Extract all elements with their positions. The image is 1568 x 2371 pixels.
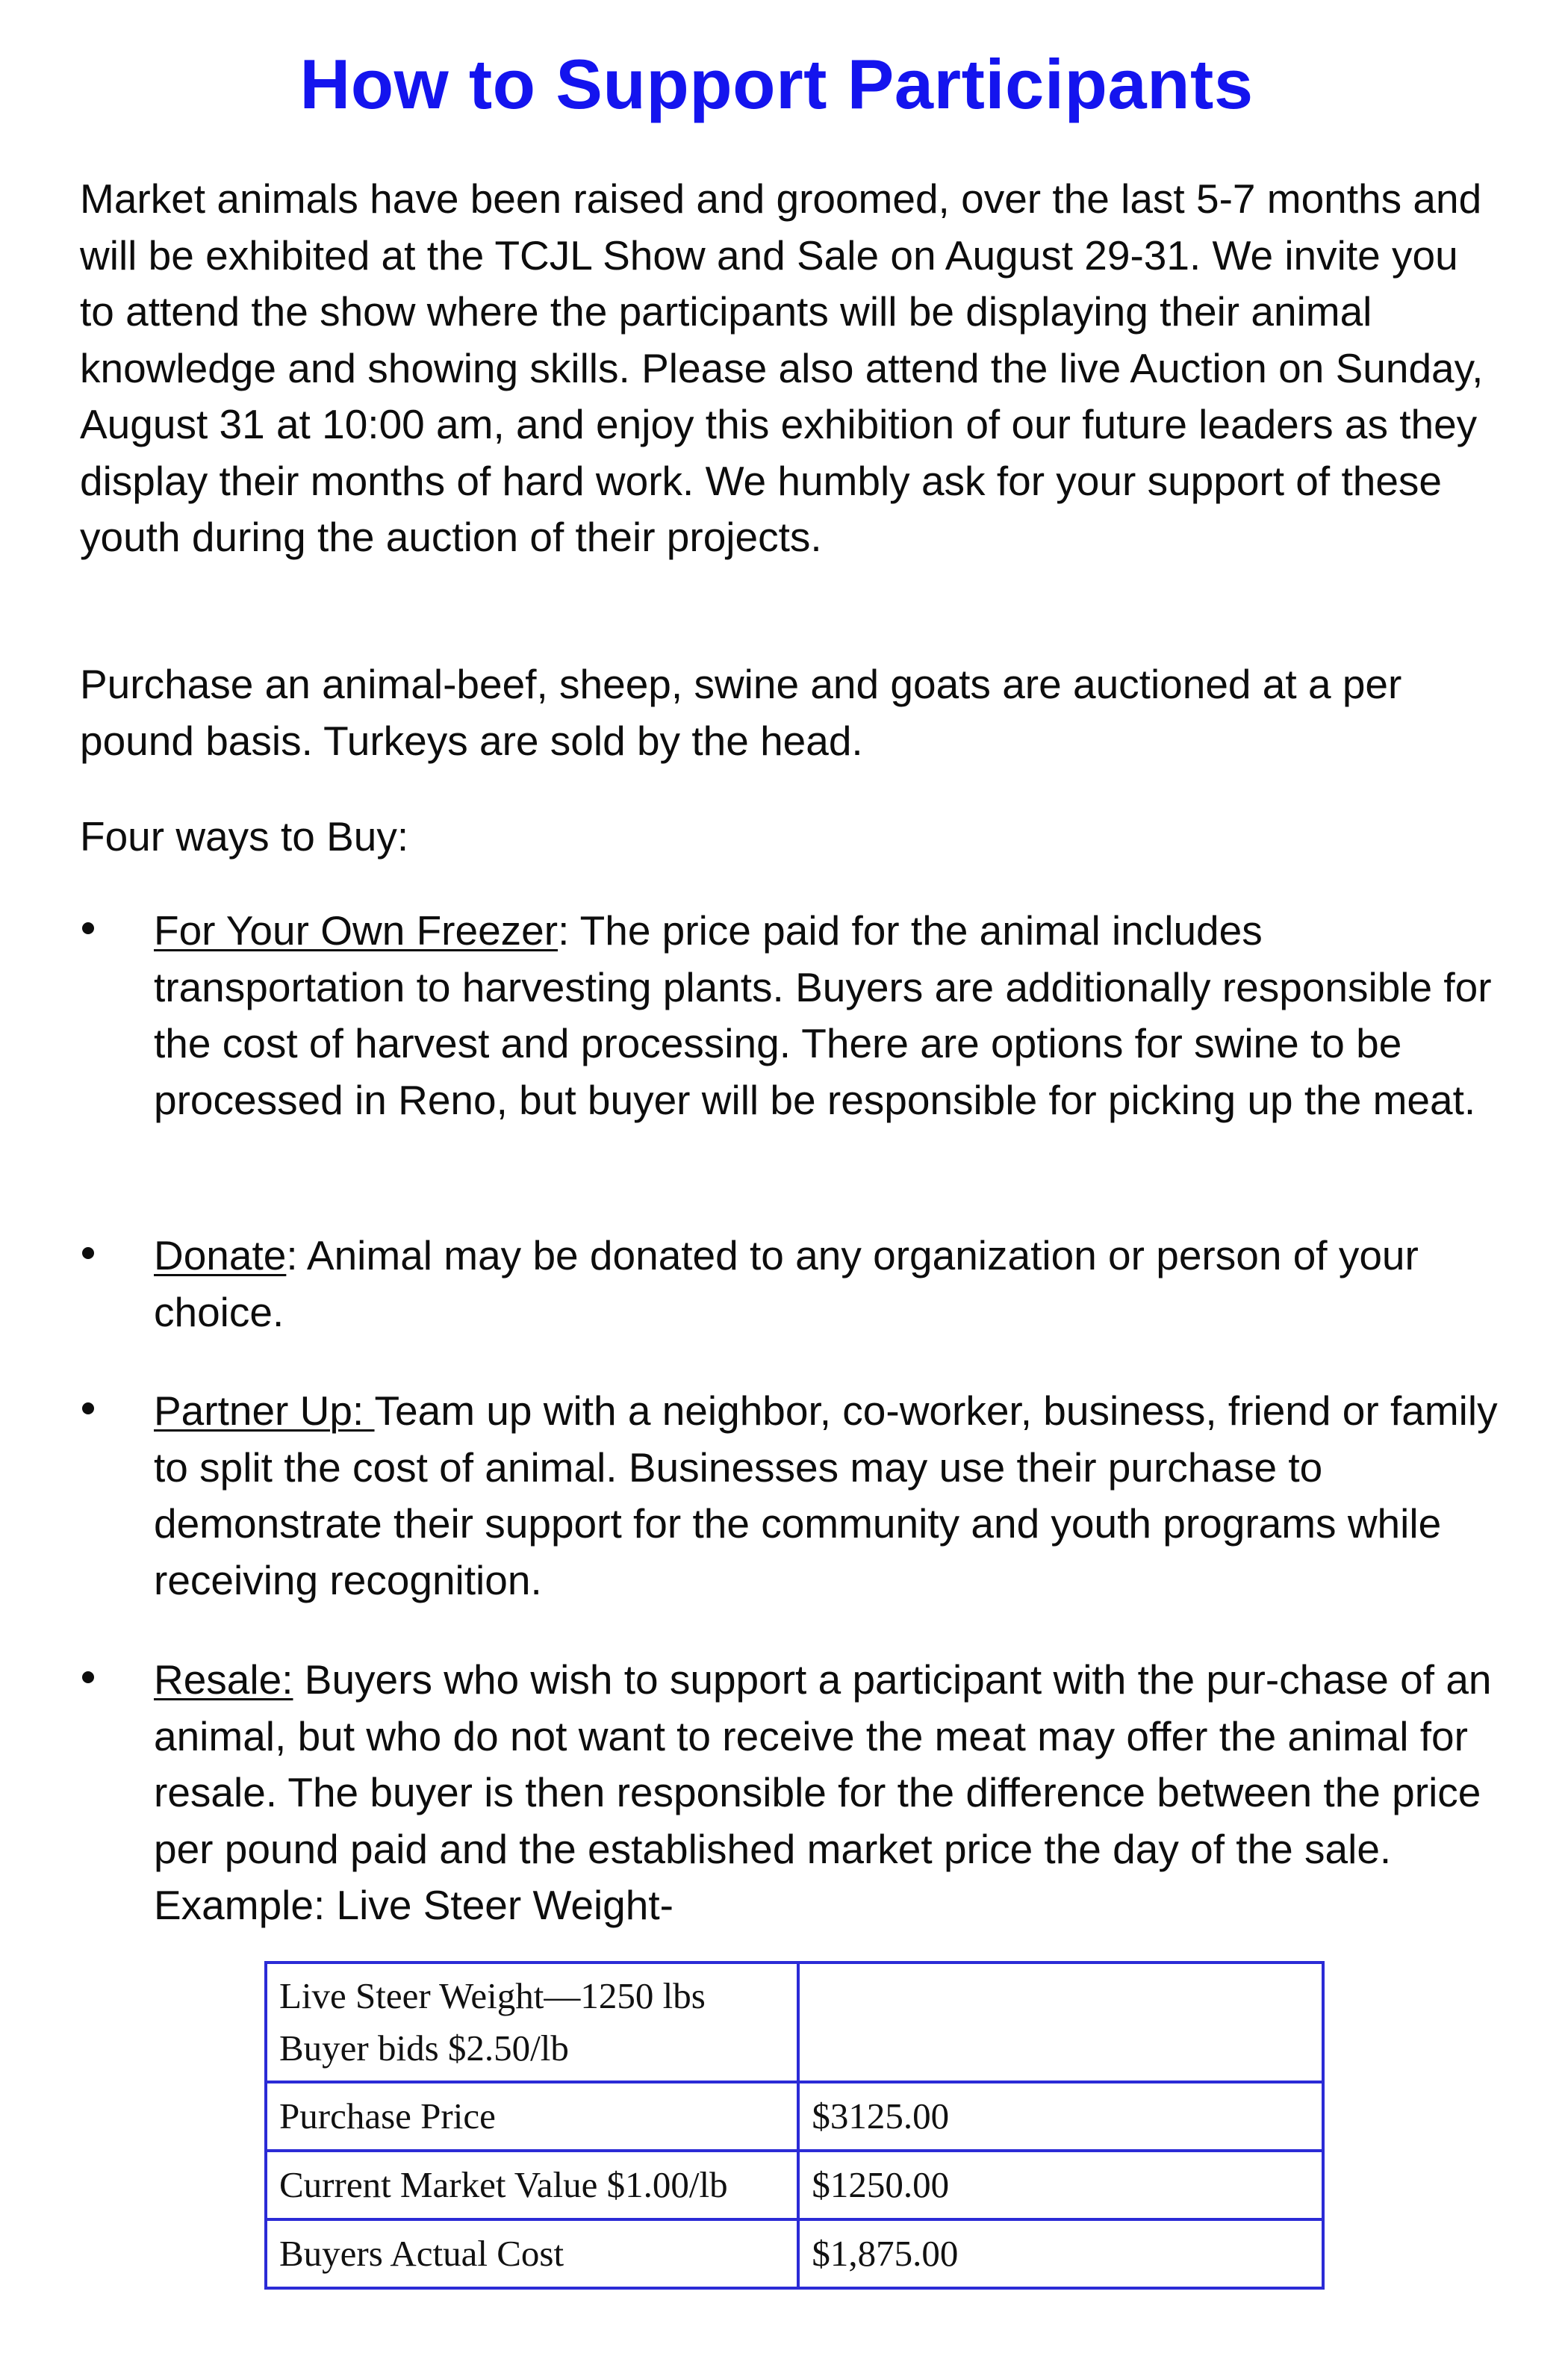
term-separator: :: [558, 907, 570, 954]
purchase-note-paragraph: Purchase an animal-beef, sheep, swine and goats are auctioned at a per pound basis. Turkeys are sold by the head.: [80, 661, 1402, 764]
table-cell-value: [798, 1963, 1323, 2082]
bullet-icon: [82, 1402, 94, 1414]
table-row: [266, 2082, 1323, 2151]
table-cell-label: Purchase Price: [266, 2082, 798, 2151]
table-cell-value: $3125.00: [798, 2082, 1323, 2151]
term-label: Resale:: [154, 1656, 293, 1703]
buyer-bid-line: Buyer bids $2.50/lb: [279, 2027, 569, 2069]
list-item-text: [154, 1228, 1498, 1340]
term-description: Animal may be donated to any organization or person of your choice.: [154, 1232, 1419, 1335]
term-description: Team up with a neighbor, co-worker, business, friend or family to split the cost of animal. Businesses may use their purchase to demonstrate their support for the community and youth programs while receiving recognition.: [154, 1388, 1498, 1603]
term-description: The price paid for the animal includes transportation to harvesting plants. Buyers are additionally responsible for the cost of harvest and processing. There are options for swine to be processed in Reno, but buyer will be responsible for picking up the meat.: [154, 907, 1492, 1123]
table-cell-value: $1250.00: [798, 2151, 1323, 2219]
table-row: [266, 1963, 1323, 2082]
steer-weight-line: Live Steer Weight—1250 lbs: [279, 1975, 706, 2016]
intro-paragraph: Market animals have been raised and groomed, over the last 5-7 months and will be exhibited at the TCJL Show and Sale on August 29-31. We invite you to attend the show where the participants will be displaying their animal knowledge and showing skills. Please also attend the live Auction on Sunday, August 31 at 10:00 am, and enjoy this exhibition of our future leaders as they display their months of hard work. We humbly ask for your support of these youth during the auction of their projects.: [80, 175, 1484, 560]
list-item-text: [154, 903, 1498, 1128]
term-label: For Your Own Freezer: [154, 907, 559, 954]
table-row: [266, 2219, 1323, 2288]
table-cell-label: [266, 1963, 798, 2082]
bullet-icon: [82, 922, 94, 934]
term-separator: :: [286, 1232, 298, 1278]
table-cell-label: Buyers Actual Cost: [266, 2219, 798, 2288]
list-item-text: [154, 1652, 1498, 1934]
bullet-icon: [82, 1247, 94, 1259]
table-row: [266, 2151, 1323, 2219]
table-cell-value: $1,875.00: [798, 2219, 1323, 2288]
term-description: Buyers who wish to support a participant with the pur-chase of an animal, but who do not want to receive the meat may offer the animal for resale. The buyer is then responsible for the difference between the price per pound paid and the established market price the day of the sale. Example: Live Steer Weight-: [154, 1656, 1492, 1928]
list-item-text: [154, 1383, 1498, 1609]
resale-example-table: [264, 1961, 1325, 2290]
term-label: Donate: [154, 1232, 287, 1278]
page-title: How to Support Participants: [299, 45, 1254, 123]
bullet-icon: [82, 1671, 94, 1683]
ways-heading: Four ways to Buy:: [80, 813, 409, 860]
term-label: Partner Up:: [154, 1388, 375, 1434]
table-cell-label: Current Market Value $1.00/lb: [266, 2151, 798, 2219]
